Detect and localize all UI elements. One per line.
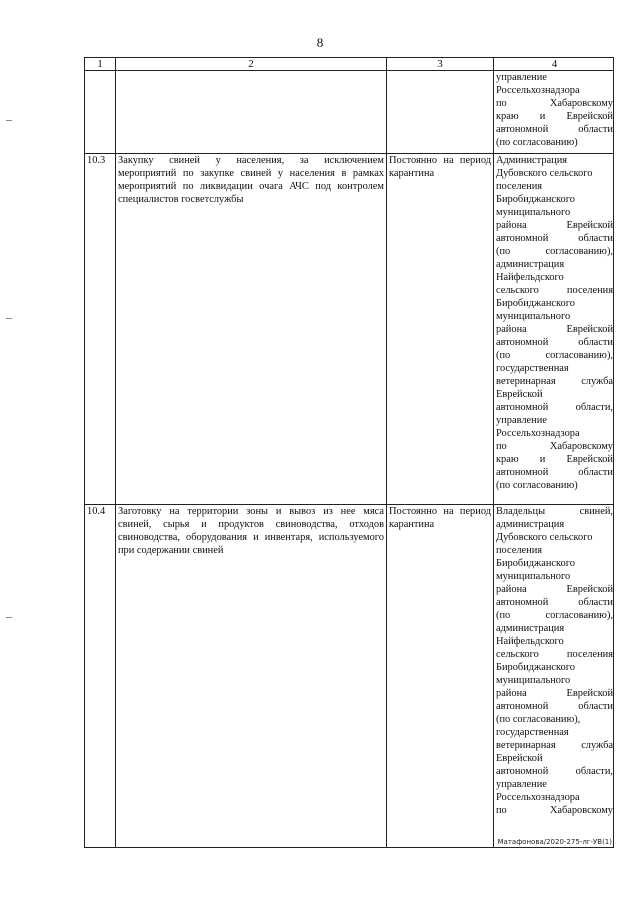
cell-text-line: Постоянно на период	[389, 506, 491, 517]
cell-text-line: района Еврейской	[496, 220, 613, 231]
scan-margin-mark	[6, 617, 12, 618]
page-number: 8	[316, 35, 324, 50]
row-10-4-number: 10.4	[85, 505, 116, 848]
cell-text-line: Найфельдского	[496, 272, 564, 283]
cell-text-line: Биробиджанского	[496, 194, 575, 205]
cell-text-line: по Хабаровскому	[496, 805, 613, 816]
cell-text-line: Администрация	[496, 155, 568, 166]
cell-text-line: Россельхознадзора	[496, 85, 580, 96]
cell-text-line: (по согласованию)	[496, 480, 578, 491]
cell-text-line: свиней, сырья и продуктов свиноводства, отходов	[118, 519, 384, 530]
header-col-4: 4	[494, 58, 614, 71]
cell-text-line: Заготовку на территории зоны и вывоз из нее мяса	[118, 506, 384, 517]
cell-text-line: поселения	[496, 181, 543, 192]
cell-text-line: автономной области,	[496, 402, 613, 413]
cell-text-line: администрация	[496, 259, 565, 270]
row-10-3-description	[116, 154, 387, 505]
row-continuation-period	[387, 71, 494, 154]
header-col-1: 1	[85, 58, 116, 71]
cell-text-line: автономной области	[496, 467, 613, 478]
cell-text-line: администрация	[496, 519, 565, 530]
cell-text-line: автономной области	[496, 124, 613, 135]
cell-text-line: Россельхознадзора	[496, 792, 580, 803]
row-continuation-number	[85, 71, 116, 154]
cell-text-line: государственная	[496, 363, 569, 374]
cell-text-line: Закупку свиней у населения, за исключением	[118, 155, 384, 166]
cell-text-line: муниципального	[496, 675, 571, 686]
cell-text-line: сельского поселения	[496, 285, 613, 296]
cell-text-line: автономной области	[496, 701, 613, 712]
scan-margin-mark	[6, 318, 12, 319]
cell-text-line: муниципального	[496, 207, 571, 218]
cell-text-line: карантина	[389, 519, 435, 530]
cell-text-line: Постоянно на период	[389, 155, 491, 166]
row-10-3-number: 10.3	[85, 154, 116, 505]
cell-text-line: государственная	[496, 727, 569, 738]
cell-text-line: администрация	[496, 623, 565, 634]
cell-text-line: специалистов госветслужбы	[118, 194, 244, 205]
cell-text-line: (по согласованию),	[496, 246, 613, 257]
scan-margin-mark	[6, 120, 12, 121]
cell-text-line: Дубовского сельского	[496, 168, 593, 179]
cell-text-line: по Хабаровскому	[496, 441, 613, 452]
cell-text-line: автономной области,	[496, 766, 613, 777]
cell-text-line: краю и Еврейской	[496, 454, 613, 465]
cell-text-line: ветеринарная служба	[496, 740, 613, 751]
cell-text-line: Россельхознадзора	[496, 428, 580, 439]
cell-text-line: района Еврейской	[496, 688, 613, 699]
row-10-3-period	[387, 154, 494, 505]
cell-text-line: Найфельдского	[496, 636, 564, 647]
row-continuation-responsible	[494, 71, 614, 154]
cell-text-line: при содержании свиней	[118, 545, 224, 556]
cell-text-line: Владельцы свиней,	[496, 506, 613, 517]
header-col-2: 2	[116, 58, 387, 71]
cell-text-line: краю и Еврейской	[496, 111, 613, 122]
header-col-3: 3	[387, 58, 494, 71]
cell-text-line: автономной области	[496, 597, 613, 608]
cell-text-line: муниципального	[496, 311, 571, 322]
cell-text-line: управление	[496, 779, 547, 790]
row-continuation-description	[116, 71, 387, 154]
cell-text-line: автономной области	[496, 337, 613, 348]
cell-text-line: (по согласованию),	[496, 350, 613, 361]
cell-text-line: мероприятий по закупке свиней у населения в рамках	[118, 168, 384, 179]
cell-text-line: поселения	[496, 545, 543, 556]
cell-text-line: ветеринарная служба	[496, 376, 613, 387]
cell-text-line: района Еврейской	[496, 324, 613, 335]
cell-text-line: Еврейской	[496, 753, 543, 764]
cell-text-line: (по согласованию)	[496, 137, 578, 148]
cell-text-line: карантина	[389, 168, 435, 179]
cell-text-line: Биробиджанского	[496, 298, 575, 309]
cell-text-line: Биробиджанского	[496, 662, 575, 673]
cell-text-line: района Еврейской	[496, 584, 613, 595]
document-footer-code: Матафонова/2020-275-лг-УВ(1)	[497, 838, 612, 846]
measures-table	[84, 57, 614, 848]
cell-text-line: (по согласованию),	[496, 610, 613, 621]
cell-text-line: мероприятий по ликвидации очага АЧС под контролем	[118, 181, 384, 192]
cell-text-line: по Хабаровскому	[496, 98, 613, 109]
row-10-4-description	[116, 505, 387, 848]
cell-text-line: автономной области	[496, 233, 613, 244]
cell-text-line: свиноводства, оборудования и инвентаря, используемого	[118, 532, 384, 543]
cell-text-line: муниципального	[496, 571, 571, 582]
row-10-4-responsible	[494, 505, 614, 848]
cell-text-line: управление	[496, 415, 547, 426]
row-10-3-responsible	[494, 154, 614, 505]
cell-text-line: Еврейской	[496, 389, 543, 400]
cell-text-line: Биробиджанского	[496, 558, 575, 569]
cell-text-line: управление	[496, 72, 547, 83]
row-10-4-period	[387, 505, 494, 848]
cell-text-line: сельского поселения	[496, 649, 613, 660]
cell-text-line: (по согласованию),	[496, 714, 581, 725]
cell-text-line: Дубовского сельского	[496, 532, 593, 543]
